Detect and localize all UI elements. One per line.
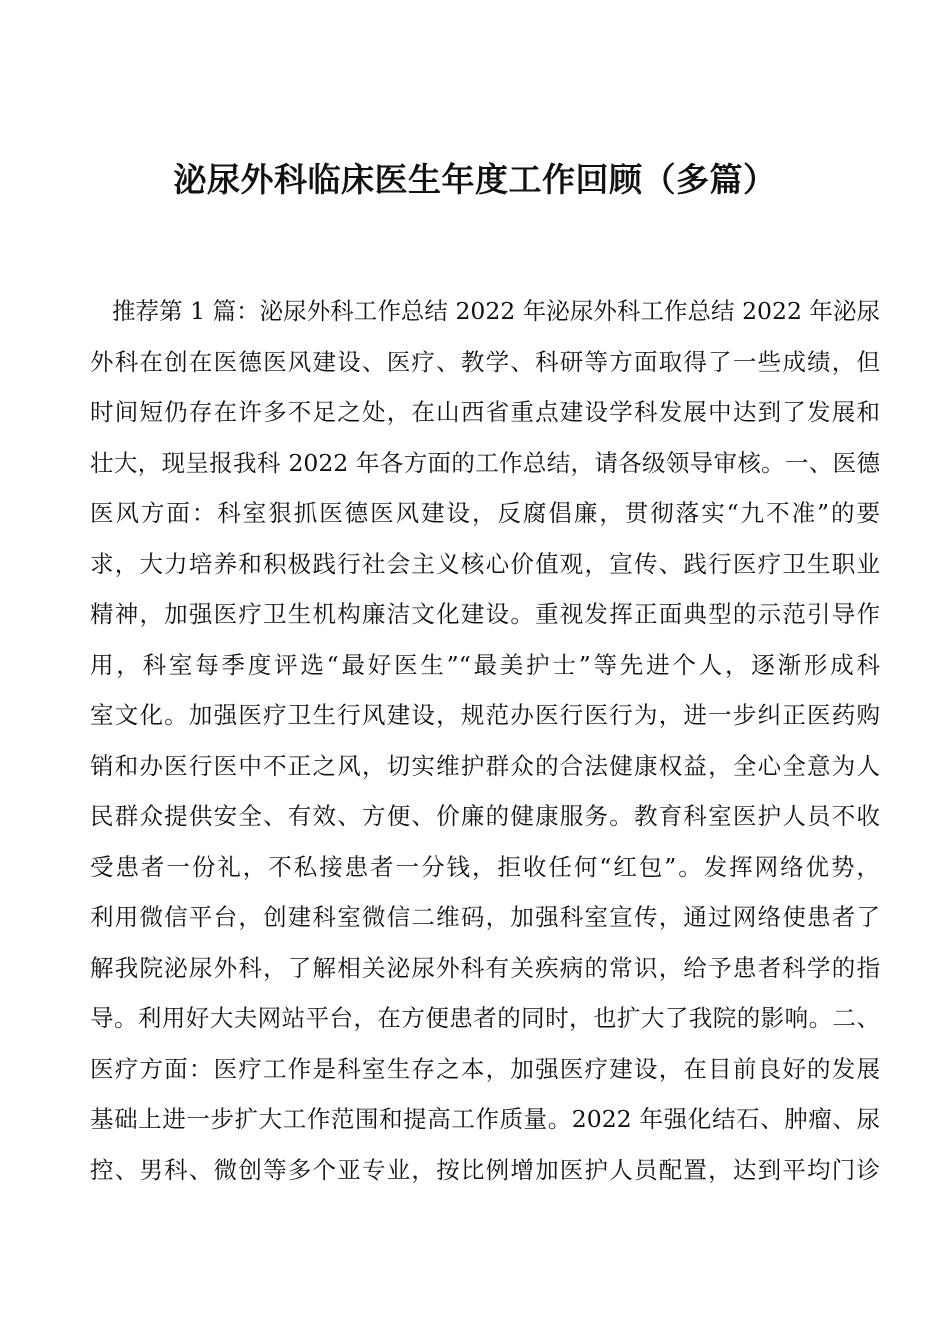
body-line: 利用微信平台，创建科室微信二维码，加强科室宣传，通过网络使患者了 bbox=[90, 903, 880, 931]
body-line: 导。利用好大夫网站平台，在方便患者的同时，也扩大了我院的影响。二、 bbox=[90, 1004, 880, 1032]
body-line: 用，科室每季度评选“最好医生”“最美护士”等先进个人，逐渐形成科 bbox=[90, 650, 880, 679]
document-title: 泌尿外科临床医生年度工作回顾（多篇） bbox=[173, 160, 777, 199]
body-line: 求，大力培养和积极践行社会主义核心价值观，宣传、践行医疗卫生职业 bbox=[90, 549, 880, 578]
body-line: 基础上进一步扩大工作范围和提高工作质量。2022 年强化结石、肿瘤、尿 bbox=[90, 1105, 880, 1133]
document-body bbox=[90, 286, 880, 1195]
body-line: 精神，加强医疗卫生机构廉洁文化建设。重视发挥正面典型的示范引导作 bbox=[90, 600, 880, 628]
body-line: 解我院泌尿外科，了解相关泌尿外科有关疾病的常识，给予患者科学的指 bbox=[90, 953, 880, 982]
body-line: 壮大，现呈报我科 2022 年各方面的工作总结，请各级领导审核。一、医德 bbox=[90, 448, 880, 477]
body-line: 推荐第 1 篇：泌尿外科工作总结 2022 年泌尿外科工作总结 2022 年泌尿 bbox=[112, 297, 880, 325]
body-line: 外科在创在医德医风建设、医疗、教学、科研等方面取得了一些成绩，但 bbox=[90, 347, 880, 376]
body-line: 销和办医行医中不正之风，切实维护群众的合法健康权益，全心全意为人 bbox=[90, 751, 880, 780]
body-line: 时间短仍存在许多不足之处，在山西省重点建设学科发展中达到了发展和 bbox=[90, 398, 880, 426]
body-line: 医风方面：科室狠抓医德医风建设，反腐倡廉，贯彻落实“九不准”的要 bbox=[90, 499, 880, 527]
body-line: 控、男科、微创等多个亚专业，按比例增加医护人员配置，达到平均门诊 bbox=[90, 1155, 880, 1184]
body-line: 受患者一份礼，不私接患者一分钱，拒收任何“红包”。发挥网络优势， bbox=[90, 852, 880, 881]
body-line: 医疗方面：医疗工作是科室生存之本，加强医疗建设，在目前良好的发展 bbox=[90, 1054, 880, 1083]
body-line: 民群众提供安全、有效、方便、价廉的健康服务。教育科室医护人员不收 bbox=[90, 802, 880, 830]
body-line: 室文化。加强医疗卫生行风建设，规范办医行医行为，进一步纠正医药购 bbox=[90, 701, 880, 729]
